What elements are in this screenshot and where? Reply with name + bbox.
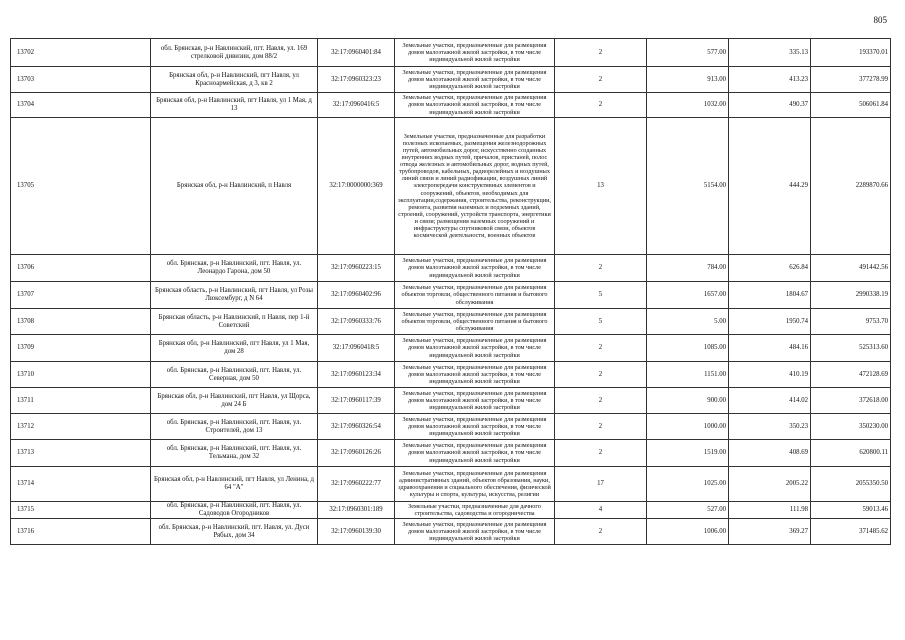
row-id: 13713 bbox=[11, 440, 151, 467]
cadastral-value-cell: 377278.99 bbox=[811, 67, 891, 93]
group-number-cell: 2 bbox=[555, 519, 647, 545]
row-id: 13705 bbox=[11, 118, 151, 255]
specific-value-cell: 490.37 bbox=[729, 93, 811, 118]
cadastral-value-cell: 2990338.19 bbox=[811, 282, 891, 309]
specific-value-cell: 484.16 bbox=[729, 335, 811, 362]
address-cell: обл. Брянская, р-н Навлинский, пгт. Навля, ул. Тельмана, дом 32 bbox=[151, 440, 318, 467]
address-cell: Брянская обл, р-н Навлинский, пгт Навля, ул Ленина, д 64 "А" bbox=[151, 467, 318, 502]
table-row bbox=[11, 502, 891, 519]
area-cell: 1085.00 bbox=[647, 335, 729, 362]
area-cell: 1151.00 bbox=[647, 362, 729, 388]
group-number-cell: 5 bbox=[555, 282, 647, 309]
specific-value-cell: 350.23 bbox=[729, 414, 811, 440]
table-row bbox=[11, 39, 891, 67]
specific-value-cell: 1950.74 bbox=[729, 309, 811, 335]
specific-value-cell: 335.13 bbox=[729, 39, 811, 67]
row-id: 13702 bbox=[11, 39, 151, 67]
specific-value-cell: 111.98 bbox=[729, 502, 811, 519]
table-row bbox=[11, 67, 891, 93]
group-number-cell: 4 bbox=[555, 502, 647, 519]
address-cell: обл. Брянская, р-н Навлинский, пгт. Навля, ул. Северная, дом 50 bbox=[151, 362, 318, 388]
area-cell: 900.00 bbox=[647, 388, 729, 414]
address-cell: обл. Брянская, р-н Навлинский, пгт. Навля, ул. Дуси Рябых, дом 34 bbox=[151, 519, 318, 545]
table-row bbox=[11, 282, 891, 309]
table-row bbox=[11, 467, 891, 502]
page-number: 805 bbox=[873, 15, 887, 25]
cadastral-number-cell: 32:17:0960333:76 bbox=[318, 309, 395, 335]
group-number-cell: 2 bbox=[555, 388, 647, 414]
table-row bbox=[11, 309, 891, 335]
address-cell: обл. Брянская, р-н Навлинский, пгт. Навля, ул. Садоводов Огородников bbox=[151, 502, 318, 519]
area-cell: 5.00 bbox=[647, 309, 729, 335]
row-id: 13716 bbox=[11, 519, 151, 545]
row-id: 13707 bbox=[11, 282, 151, 309]
row-id: 13715 bbox=[11, 502, 151, 519]
address-cell: обл. Брянская, р-н Навлинский, пгт. Навля, ул. Строителей, дом 13 bbox=[151, 414, 318, 440]
specific-value-cell: 408.69 bbox=[729, 440, 811, 467]
specific-value-cell: 2005.22 bbox=[729, 467, 811, 502]
land-use-purpose-cell: Земельные участки, предназначенные для размещения домов малоэтажной жилой застройки, в том числе индивидуальной жилой застройки bbox=[395, 519, 555, 545]
address-cell: Брянская обл, р-н Навлинский, пгт Навля, ул Щорса, дом 24 Б bbox=[151, 388, 318, 414]
row-id: 13706 bbox=[11, 255, 151, 282]
specific-value-cell: 369.27 bbox=[729, 519, 811, 545]
cadastral-number-cell: 32:17:0960416:5 bbox=[318, 93, 395, 118]
area-cell: 1025.00 bbox=[647, 467, 729, 502]
area-cell: 1032.00 bbox=[647, 93, 729, 118]
address-cell: обл. Брянская, р-н Навлинский, пгт. Навля, ул. Леонардо Гарона, дом 50 bbox=[151, 255, 318, 282]
land-use-purpose-cell: Земельные участки, предназначенные для размещения домов малоэтажной жилой застройки, в том числе индивидуальной жилой застройки bbox=[395, 67, 555, 93]
area-cell: 1519.00 bbox=[647, 440, 729, 467]
table-row bbox=[11, 255, 891, 282]
row-id: 13709 bbox=[11, 335, 151, 362]
specific-value-cell: 410.19 bbox=[729, 362, 811, 388]
land-use-purpose-cell: Земельные участки, предназначенные для размещения административных зданий, объектов образования, науки, здравоохранения и социального обеспечения, физической культуры и спорта, культуры, искусства, религии bbox=[395, 467, 555, 502]
cadastral-number-cell: 32:17:0960222:77 bbox=[318, 467, 395, 502]
group-number-cell: 2 bbox=[555, 414, 647, 440]
row-id: 13708 bbox=[11, 309, 151, 335]
cadastral-value-cell: 59013.46 bbox=[811, 502, 891, 519]
land-use-purpose-cell: Земельные участки, предназначенные для размещения объектов торговли, общественного питания и бытового обслуживания bbox=[395, 309, 555, 335]
address-cell: Брянская обл, р-н Навлинский, пгт Навля, ул Красноармейская, д 3, кв 2 bbox=[151, 67, 318, 93]
cadastral-value-cell: 472128.69 bbox=[811, 362, 891, 388]
row-id: 13714 bbox=[11, 467, 151, 502]
cadastral-number-cell: 32:17:0960139:30 bbox=[318, 519, 395, 545]
row-id: 13710 bbox=[11, 362, 151, 388]
cadastral-value-cell: 491442.56 bbox=[811, 255, 891, 282]
address-cell: обл. Брянская, р-н Навлинский, пгт. Навля, ул. 169 стрелковой дивизии, дом 88/2 bbox=[151, 39, 318, 67]
table-row bbox=[11, 519, 891, 545]
cadastral-value-table bbox=[10, 38, 891, 545]
land-use-purpose-cell: Земельные участки, предназначенные для размещения домов малоэтажной жилой застройки, в том числе индивидуальной жилой застройки bbox=[395, 362, 555, 388]
address-cell: Брянская область, р-н Навлинский, п Навля, пер 1-й Советский bbox=[151, 309, 318, 335]
cadastral-number-cell: 32:17:0960123:34 bbox=[318, 362, 395, 388]
group-number-cell: 13 bbox=[555, 118, 647, 255]
land-use-purpose-cell: Земельные участки, предназначенные для дачного строительства, садоводства и огородничества bbox=[395, 502, 555, 519]
cadastral-number-cell: 32:17:0960401:84 bbox=[318, 39, 395, 67]
row-id: 13711 bbox=[11, 388, 151, 414]
group-number-cell: 2 bbox=[555, 335, 647, 362]
cadastral-number-cell: 32:17:0960323:23 bbox=[318, 67, 395, 93]
land-use-purpose-cell: Земельные участки, предназначенные для разработки полезных ископаемых, размещения железнодорожных путей, автомобильных дорог, искусственно созданных внутренних водных путей, причалов, пристаней, полос отвода железных и автомобильных дорог, водных путей, трубопроводов, кабельных, радиорелейных и воздушных линий связи и линий радиофикации, воздушных линий электропередачи конструктивных элементов и сооружений, объектов, необходимых для эксплуатации,содержания, строительства, реконструкции, ремонта, развития наземных и подземных зданий, строений, сооружений, устройств транспорта, энергетики и связи; размещения наземных сооружений и инфраструктуры спутниковой связи, объектов космической деятельности, военных объектов bbox=[395, 118, 555, 255]
area-cell: 5154.00 bbox=[647, 118, 729, 255]
cadastral-value-cell: 506061.84 bbox=[811, 93, 891, 118]
land-use-purpose-cell: Земельные участки, предназначенные для размещения домов малоэтажной жилой застройки, в том числе индивидуальной жилой застройки bbox=[395, 93, 555, 118]
cadastral-number-cell: 32:17:0960402:96 bbox=[318, 282, 395, 309]
area-cell: 1006.00 bbox=[647, 519, 729, 545]
cadastral-value-cell: 193370.01 bbox=[811, 39, 891, 67]
area-cell: 784.00 bbox=[647, 255, 729, 282]
address-cell: Брянская область, р-н Навлинский, пгт Навля, ул Розы Люксембург, д N 64 bbox=[151, 282, 318, 309]
group-number-cell: 2 bbox=[555, 39, 647, 67]
area-cell: 1000.00 bbox=[647, 414, 729, 440]
address-cell: Брянская обл, р-н Навлинский, п Навля bbox=[151, 118, 318, 255]
table-row bbox=[11, 93, 891, 118]
cadastral-number-cell: 32:17:0000000:369 bbox=[318, 118, 395, 255]
cadastral-value-cell: 350230.00 bbox=[811, 414, 891, 440]
cadastral-value-cell: 372618.00 bbox=[811, 388, 891, 414]
cadastral-value-cell: 9753.70 bbox=[811, 309, 891, 335]
address-cell: Брянская обл, р-н Навлинский, пгт Навля, ул 1 Мая, д 13 bbox=[151, 93, 318, 118]
table-row bbox=[11, 335, 891, 362]
cadastral-number-cell: 32:17:0960326:54 bbox=[318, 414, 395, 440]
land-use-purpose-cell: Земельные участки, предназначенные для размещения домов малоэтажной жилой застройки, в том числе индивидуальной жилой застройки bbox=[395, 440, 555, 467]
land-use-purpose-cell: Земельные участки, предназначенные для размещения домов малоэтажной жилой застройки, в том числе индивидуальной жилой застройки bbox=[395, 255, 555, 282]
address-cell: Брянская обл, р-н Навлинский, пгт Навля, ул 1 Мая, дом 28 bbox=[151, 335, 318, 362]
table-row bbox=[11, 440, 891, 467]
table-row bbox=[11, 362, 891, 388]
cadastral-number-cell: 32:17:0960117:39 bbox=[318, 388, 395, 414]
row-id: 13704 bbox=[11, 93, 151, 118]
specific-value-cell: 1804.67 bbox=[729, 282, 811, 309]
cadastral-value-cell: 371485.62 bbox=[811, 519, 891, 545]
specific-value-cell: 626.84 bbox=[729, 255, 811, 282]
area-cell: 577.00 bbox=[647, 39, 729, 67]
group-number-cell: 2 bbox=[555, 93, 647, 118]
group-number-cell: 17 bbox=[555, 467, 647, 502]
cadastral-number-cell: 32:17:0960418:5 bbox=[318, 335, 395, 362]
group-number-cell: 2 bbox=[555, 67, 647, 93]
land-use-purpose-cell: Земельные участки, предназначенные для размещения домов малоэтажной жилой застройки, в том числе индивидуальной жилой застройки bbox=[395, 388, 555, 414]
land-use-purpose-cell: Земельные участки, предназначенные для размещения домов малоэтажной жилой застройки, в том числе индивидуальной жилой застройки bbox=[395, 414, 555, 440]
group-number-cell: 2 bbox=[555, 440, 647, 467]
group-number-cell: 2 bbox=[555, 255, 647, 282]
cadastral-number-cell: 32:17:0960126:26 bbox=[318, 440, 395, 467]
table-row bbox=[11, 414, 891, 440]
land-use-purpose-cell: Земельные участки, предназначенные для размещения домов малоэтажной жилой застройки, в том числе индивидуальной жилой застройки bbox=[395, 39, 555, 67]
cadastral-number-cell: 32:17:0960301:189 bbox=[318, 502, 395, 519]
cadastral-value-cell: 2289870.66 bbox=[811, 118, 891, 255]
row-id: 13703 bbox=[11, 67, 151, 93]
cadastral-number-cell: 32:17:0960223:15 bbox=[318, 255, 395, 282]
cadastral-value-cell: 2055350.50 bbox=[811, 467, 891, 502]
row-id: 13712 bbox=[11, 414, 151, 440]
area-cell: 1657.00 bbox=[647, 282, 729, 309]
specific-value-cell: 414.02 bbox=[729, 388, 811, 414]
area-cell: 913.00 bbox=[647, 67, 729, 93]
group-number-cell: 5 bbox=[555, 309, 647, 335]
cadastral-value-cell: 525313.60 bbox=[811, 335, 891, 362]
land-use-purpose-cell: Земельные участки, предназначенные для размещения объектов торговли, общественного питания и бытового обслуживания bbox=[395, 282, 555, 309]
table-row bbox=[11, 118, 891, 255]
group-number-cell: 2 bbox=[555, 362, 647, 388]
land-use-purpose-cell: Земельные участки, предназначенные для размещения домов малоэтажной жилой застройки, в том числе индивидуальной жилой застройки bbox=[395, 335, 555, 362]
table-row bbox=[11, 388, 891, 414]
specific-value-cell: 413.23 bbox=[729, 67, 811, 93]
specific-value-cell: 444.29 bbox=[729, 118, 811, 255]
area-cell: 527.00 bbox=[647, 502, 729, 519]
cadastral-value-cell: 620800.11 bbox=[811, 440, 891, 467]
